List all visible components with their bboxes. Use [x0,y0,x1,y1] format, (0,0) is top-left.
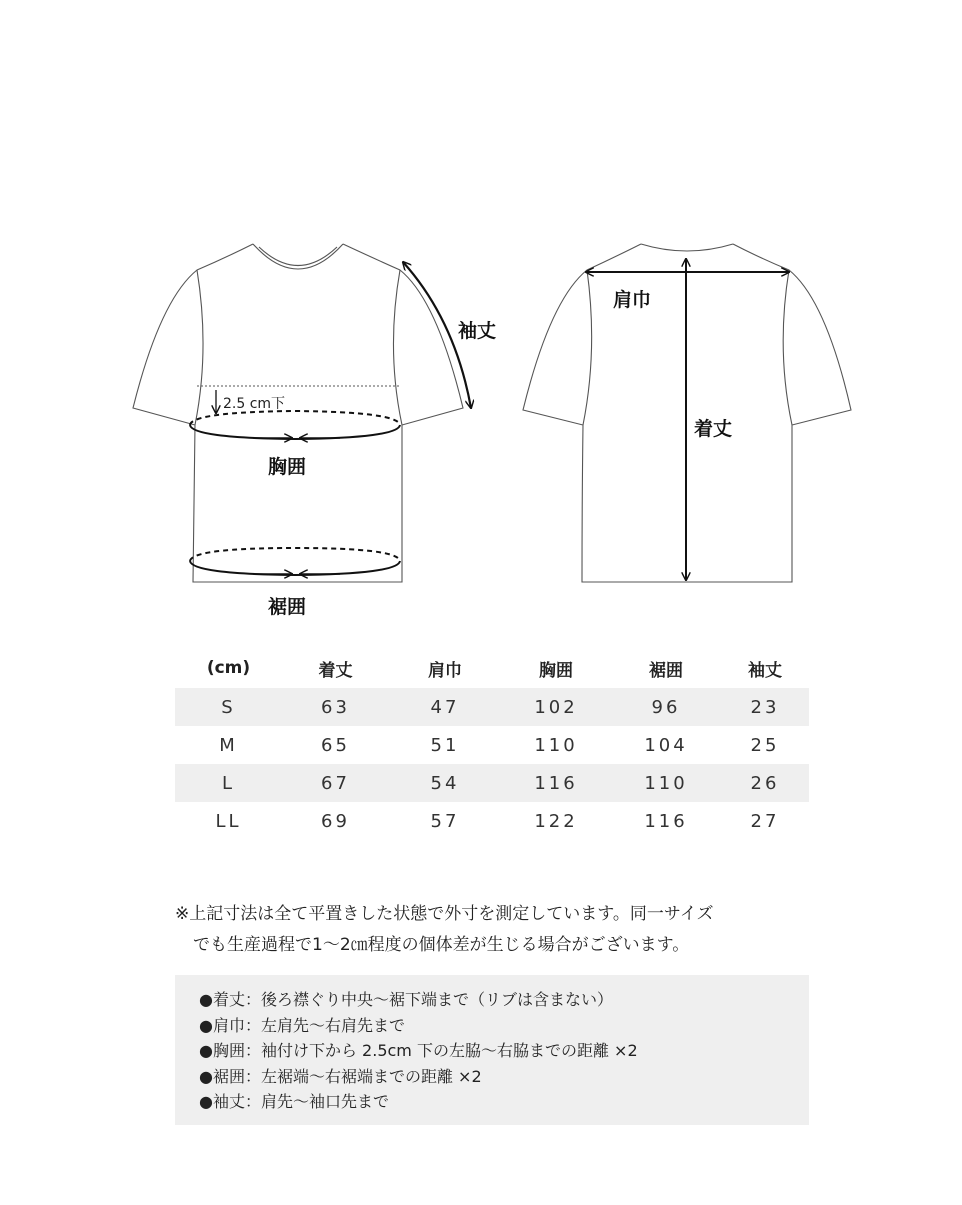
header-hem: 裾囲 [649,660,683,681]
table-cell: 23 [721,688,809,726]
table-header-row [175,648,809,688]
header-length: 着丈 [318,660,353,681]
table-cell: 116 [501,764,611,802]
table-cell: 96 [611,688,721,726]
size-table [175,648,809,840]
chest-measure-ellipse [190,411,400,439]
table-cell: 122 [534,810,578,832]
table-row [175,688,809,726]
header-chest: 胸囲 [539,660,573,681]
table-cell: 26 [721,764,809,802]
front-shirt-outline [133,244,463,582]
hem-measure-ellipse [190,548,400,575]
table-cell: 54 [389,764,501,802]
table-cell: 67 [282,764,389,802]
definition-hem: ●裾囲：左裾端〜右裾端までの距離 ×2 [199,1066,482,1086]
table-cell: 57 [430,810,460,832]
size-label: LL [215,810,242,832]
table-cell: 65 [321,734,350,756]
shoulder-width-label: 肩巾 [613,289,652,311]
definition-chest: ●胸囲：袖付け下から 2.5cm 下の左脇〜右脇までの距離 ×2 [199,1041,638,1060]
hem-label: 裾囲 [268,596,307,618]
body-length-label: 着丈 [694,418,733,440]
table-cell: 47 [389,688,501,726]
header-sleeve: 袖丈 [748,660,782,681]
unit-header: (cm) [206,658,251,678]
table-row [175,764,809,802]
table-cell: 102 [501,688,611,726]
definition-shoulder: ●肩巾：左肩先〜右肩先まで [199,1015,405,1035]
definition-length: ●着丈：後ろ襟ぐり中央〜裾下端まで（リブは含まない） [199,990,613,1009]
header-shoulder: 肩巾 [428,660,462,681]
measurement-note [175,899,815,961]
table-cell: 110 [534,734,578,756]
table-cell: 51 [430,734,460,756]
measurement-definitions [175,975,809,1125]
definition-sleeve: ●袖丈：肩先〜袖口先まで [199,1092,389,1111]
size-label: M [219,734,238,756]
table-cell: 110 [611,764,721,802]
table-cell: 116 [644,810,688,832]
note-line-2: でも生産過程で1〜2㎝程度の個体差が生じる場合がございます。 [193,935,690,955]
table-row [175,726,809,764]
table-cell: 25 [750,734,780,756]
size-label: S [175,688,282,726]
sleeve-length-label: 袖丈 [458,320,497,342]
chest-label: 胸囲 [268,456,307,478]
note-line-1: ※上記寸法は全て平置きした状態で外寸を測定しています。同一サイズ [175,904,714,924]
table-row [175,802,809,840]
table-cell: 69 [321,810,350,832]
size-label: L [175,764,282,802]
chest-offset-label: 2.5 cm下 [223,396,286,412]
table-cell: 104 [644,734,688,756]
table-cell: 27 [750,810,780,832]
table-cell: 63 [282,688,389,726]
